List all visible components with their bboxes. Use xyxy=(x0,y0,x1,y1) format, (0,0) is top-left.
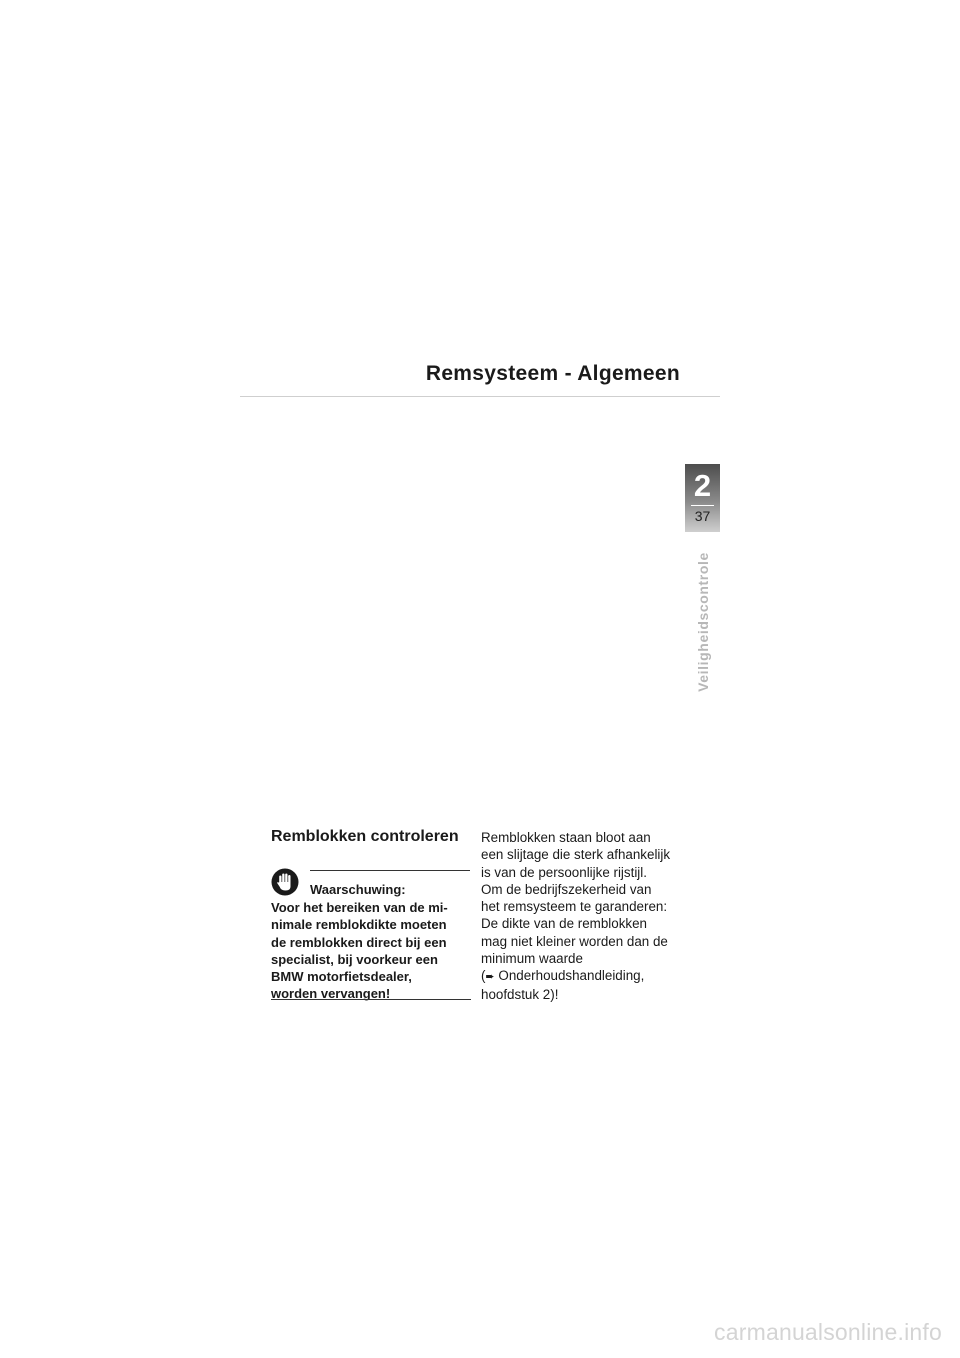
title-rule xyxy=(240,396,720,397)
page-number: 37 xyxy=(694,508,711,524)
body-line: Om de bedrijfszekerheid van xyxy=(481,881,652,897)
section-heading: Remblokken controleren xyxy=(271,828,459,845)
warning-line: de remblokken direct bij een xyxy=(271,934,447,950)
page-title: Remsysteem - Algemeen xyxy=(425,362,680,385)
chapter-tab xyxy=(685,464,720,532)
warning-line: BMW motorfietsdealer, xyxy=(271,969,412,985)
body-line: hoofdstuk 2)! xyxy=(481,987,559,1003)
body-line: Remblokken staan bloot aan xyxy=(481,830,651,845)
body-line: het remsysteem te garanderen: xyxy=(481,899,668,914)
stop-hand-icon xyxy=(271,868,299,896)
reference-open-paren: ( xyxy=(481,968,486,983)
chapter-number: 2 xyxy=(693,468,712,503)
body-line: mag niet kleiner worden dan de xyxy=(481,933,668,949)
warning-line: nimale remblokdikte moeten xyxy=(271,917,447,933)
reference-link[interactable]: Onderhoudshandleiding, xyxy=(494,968,645,983)
warning-body xyxy=(271,899,471,1003)
body-line: is van de persoonlijke rijstijl. xyxy=(481,864,647,880)
body-line: een slijtage die sterk afhankelijk xyxy=(481,847,671,863)
body-text xyxy=(481,829,696,1004)
warning-line: worden vervangen! xyxy=(271,986,391,1002)
body-line: minimum waarde xyxy=(481,950,583,966)
arrow-right-icon: ➨ xyxy=(485,971,495,983)
chapter-divider xyxy=(691,505,714,506)
warning-line: Voor het bereiken van de mi- xyxy=(271,900,448,915)
body-line: De dikte van de remblokken xyxy=(481,916,647,932)
warning-line: specialist, bij voorkeur een xyxy=(271,951,438,967)
watermark: carmanualsonline.info xyxy=(714,1319,942,1345)
section-side-label: Veiligheidscontrole xyxy=(695,552,711,692)
warning-bottom-rule xyxy=(271,999,471,1000)
warning-title: Waarschuwing: xyxy=(310,882,406,897)
warning-top-rule xyxy=(310,870,470,871)
